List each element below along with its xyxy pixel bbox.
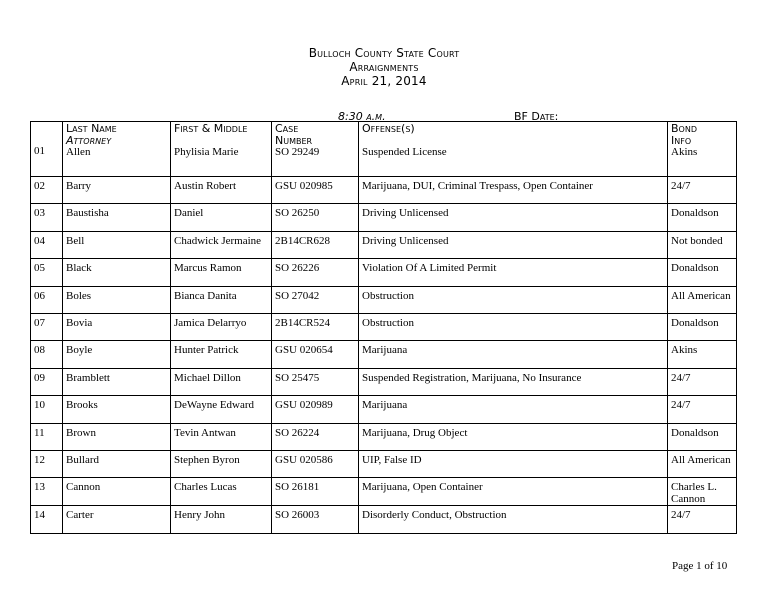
bond-info: 24/7 [668, 177, 737, 204]
table-row [31, 259, 737, 286]
table-row [31, 478, 737, 506]
case-number: SO 26250 [272, 204, 359, 231]
offenses: Obstruction [359, 286, 668, 313]
case-number: SO 26181 [272, 478, 359, 506]
first-middle-name: Tevin Antwan [171, 423, 272, 450]
session-time: 8:30 a.m. [338, 110, 386, 123]
offenses: Driving Unlicensed [359, 231, 668, 258]
last-name: Baustisha [63, 204, 171, 231]
last-name: Bullard [63, 450, 171, 477]
first-row-offense: Suspended License [362, 146, 447, 158]
header-row [31, 122, 737, 177]
first-middle-name: Michael Dillon [171, 368, 272, 395]
page-number: Page 1 of 10 [672, 560, 728, 572]
row-number: 07 [31, 313, 63, 340]
offenses: Marijuana [359, 341, 668, 368]
last-name: Barry [63, 177, 171, 204]
offenses: Disorderly Conduct, Obstruction [359, 506, 668, 533]
last-name: Bell [63, 231, 171, 258]
last-name: Boyle [63, 341, 171, 368]
arraignment-table [30, 121, 737, 534]
table-row [31, 231, 737, 258]
first-middle-name: Hunter Patrick [171, 341, 272, 368]
last-name: Carter [63, 506, 171, 533]
session-date: April 21, 2014 [341, 74, 427, 88]
last-name: Brooks [63, 396, 171, 423]
case-number: 2B14CR628 [272, 231, 359, 258]
offenses: Driving Unlicensed [359, 204, 668, 231]
row-number: 10 [31, 396, 63, 423]
offenses: Obstruction [359, 313, 668, 340]
last-name: Brown [63, 423, 171, 450]
bond-info: Not bonded [668, 231, 737, 258]
first-row-number: 01 [31, 122, 63, 177]
offenses: Marijuana, Drug Object [359, 423, 668, 450]
table-row [31, 204, 737, 231]
row-number: 14 [31, 506, 63, 533]
first-row-case: SO 29249 [275, 146, 320, 158]
table-row [31, 341, 737, 368]
first-row-first-name: Phylisia Marie [174, 146, 239, 158]
column-last-name: Last Name Attorney Allen [63, 122, 171, 177]
row-number: 06 [31, 286, 63, 313]
docket-body [31, 177, 737, 534]
row-number: 03 [31, 204, 63, 231]
table-row [31, 506, 737, 533]
row-number: 04 [31, 231, 63, 258]
bond-info: Donaldson [668, 204, 737, 231]
column-offenses: Offense(s) Suspended License [359, 122, 668, 177]
last-name: Bramblett [63, 368, 171, 395]
first-middle-name: DeWayne Edward [171, 396, 272, 423]
case-number: 2B14CR524 [272, 313, 359, 340]
first-middle-name: Chadwick Jermaine [171, 231, 272, 258]
last-name: Black [63, 259, 171, 286]
row-number: 13 [31, 478, 63, 506]
offenses: Suspended Registration, Marijuana, No Insurance [359, 368, 668, 395]
case-number: SO 26003 [272, 506, 359, 533]
table-row [31, 177, 737, 204]
bond-info: Donaldson [668, 423, 737, 450]
case-number: GSU 020654 [272, 341, 359, 368]
offenses: Marijuana [359, 396, 668, 423]
row-number: 09 [31, 368, 63, 395]
last-name: Boles [63, 286, 171, 313]
first-middle-name: Daniel [171, 204, 272, 231]
bond-info: Akins [668, 341, 737, 368]
case-number: SO 25475 [272, 368, 359, 395]
first-middle-name: Bianca Danita [171, 286, 272, 313]
first-row-last-name: Allen [66, 146, 91, 158]
case-number: GSU 020989 [272, 396, 359, 423]
first-middle-name: Austin Robert [171, 177, 272, 204]
table-row [31, 423, 737, 450]
column-case-number: Case Number SO 29249 [272, 122, 359, 177]
first-middle-name: Stephen Byron [171, 450, 272, 477]
first-middle-name: Henry John [171, 506, 272, 533]
table-row [31, 450, 737, 477]
case-number: SO 26226 [272, 259, 359, 286]
first-middle-name: Jamica Delarryo [171, 313, 272, 340]
bond-info: All American [668, 450, 737, 477]
offenses: Marijuana, DUI, Criminal Trespass, Open Container [359, 177, 668, 204]
column-attorney: Attorney [66, 133, 112, 147]
bond-info: Charles L. Cannon [668, 478, 737, 506]
table-row [31, 286, 737, 313]
court-name: Bulloch County State Court [308, 46, 460, 60]
case-number: SO 27042 [272, 286, 359, 313]
offenses: Violation Of A Limited Permit [359, 259, 668, 286]
offenses: Marijuana, Open Container [359, 478, 668, 506]
case-number: GSU 020586 [272, 450, 359, 477]
bond-info: Donaldson [668, 259, 737, 286]
session-type: Arraignments [349, 60, 419, 74]
table-row [31, 368, 737, 395]
column-first-middle: First & Middle Phylisia Marie [171, 122, 272, 177]
row-number: 05 [31, 259, 63, 286]
case-number: GSU 020985 [272, 177, 359, 204]
row-number: 02 [31, 177, 63, 204]
document-title [0, 46, 768, 88]
bond-info: 24/7 [668, 396, 737, 423]
bond-info: 24/7 [668, 506, 737, 533]
table-row [31, 396, 737, 423]
last-name: Cannon [63, 478, 171, 506]
row-number: 08 [31, 341, 63, 368]
bf-date-label: BF Date: [514, 110, 559, 123]
bond-info: 24/7 [668, 368, 737, 395]
offenses: UIP, False ID [359, 450, 668, 477]
table-row [31, 313, 737, 340]
first-middle-name: Marcus Ramon [171, 259, 272, 286]
row-number: 12 [31, 450, 63, 477]
first-middle-name: Charles Lucas [171, 478, 272, 506]
last-name: Bovia [63, 313, 171, 340]
bond-info: Donaldson [668, 313, 737, 340]
bond-info: All American [668, 286, 737, 313]
column-bond-info: Bond Info Akins [668, 122, 737, 177]
first-row-bond: Akins [671, 146, 698, 158]
case-number: SO 26224 [272, 423, 359, 450]
row-number: 11 [31, 423, 63, 450]
